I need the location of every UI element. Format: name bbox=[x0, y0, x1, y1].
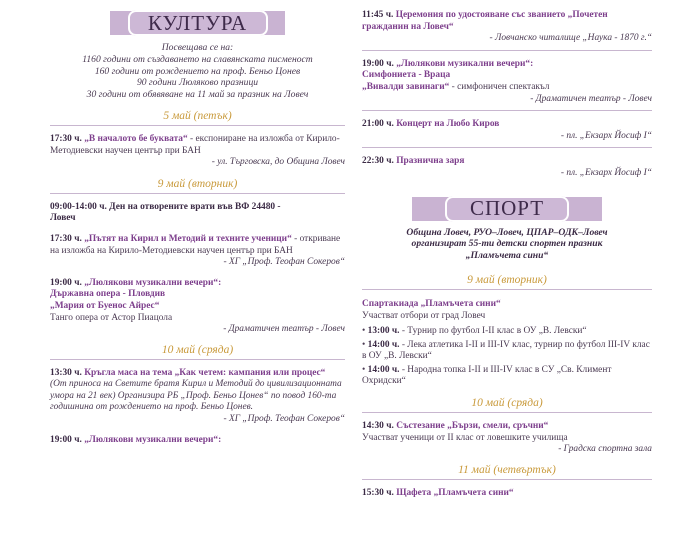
event-item bbox=[362, 156, 652, 179]
event-item bbox=[362, 59, 652, 105]
kultura-intro bbox=[50, 42, 345, 101]
sport-item bbox=[362, 488, 652, 500]
event-title: Спартакиада „Пламъчета сини“ bbox=[362, 298, 501, 309]
event-location: - Драматичен театър - Ловеч bbox=[223, 324, 345, 335]
date-heading: 9 май (вторник) bbox=[467, 273, 547, 286]
event-desc: - симфоничен спектакъл bbox=[449, 81, 550, 92]
event-time: 19:00 ч. bbox=[362, 58, 394, 69]
intro-line: 160 години от рождението на проф. Беньо Цонев bbox=[94, 65, 301, 77]
event-item bbox=[362, 10, 652, 45]
kultura-column bbox=[50, 0, 345, 446]
event-time: 13:00 ч. bbox=[367, 326, 400, 337]
event-item bbox=[50, 202, 345, 225]
kultura-title: КУЛТУРА bbox=[147, 10, 248, 35]
event-time: 19:00 ч. bbox=[50, 277, 82, 288]
event-title: Щафета „Пламъчета сини“ bbox=[396, 487, 514, 498]
event-desc: - експониране на изложба от Кирило-Методиевски научен център при БАН bbox=[50, 133, 340, 156]
intro-line: 90 години Люляково празници bbox=[136, 77, 259, 89]
date-heading: 9 май (вторник) bbox=[157, 177, 238, 190]
event-time: 11:45 ч. bbox=[362, 10, 394, 20]
event-time: 14:00 ч. bbox=[367, 364, 400, 375]
kultura-banner bbox=[50, 6, 345, 34]
event-title: „Пътят на Кирил и Методий и техните ученици“ bbox=[84, 233, 292, 244]
event-desc: - откриване на изложба на Кирило-Методиевски научен център при БАН bbox=[50, 233, 341, 256]
divider bbox=[50, 359, 345, 360]
divider bbox=[362, 289, 652, 290]
event-desc: (От приноса на Светите братя Кирил и Методий до цивилизационната умора на 21 век) Организира РБ „Проф. Беньо Цонев“ по повод 160-та годишнина от рождението на проф. Беньо Цонев. bbox=[50, 379, 342, 413]
event-title: Церемония по удостояване със званието „Почетен гражданин на Ловеч“ bbox=[362, 10, 608, 32]
event-item bbox=[50, 278, 345, 336]
event-time: 21:00 ч. bbox=[362, 119, 394, 130]
divider bbox=[362, 50, 652, 51]
event-time: 14:00 ч. bbox=[367, 339, 400, 350]
event-desc: Участват отбори от град Ловеч bbox=[362, 310, 486, 321]
date-heading: 10 май (сряда) bbox=[161, 343, 234, 356]
event-title: „Люлякови музикални вечери“: bbox=[396, 58, 534, 69]
event-time: 17:30 ч. bbox=[50, 233, 82, 244]
divider bbox=[362, 479, 652, 480]
sport-item: Спартакиада „Пламъчета сини“ Участват отбори от град Ловеч • 13:00 ч. - Турнир по футбол I-II клас в ОУ „В. Левски“ • 14:00 ч. - Лека атлетика I-II и III-IV клас, турнир по футбол III-IV клас в ОУ „В. Левски“ • 14:00 ч. - Народна топка I-II и III-IV клас в СУ „Св. Климент Охридски“ bbox=[362, 299, 652, 388]
event-desc: - Лека атлетика I-II и III-IV клас, турнир по футбол III-IV клас в ОУ „В. Левски“ bbox=[362, 339, 650, 362]
event-title: Държавна опера - Пловдив bbox=[50, 289, 166, 300]
event-title: Симфониета - Враца bbox=[362, 70, 451, 81]
event-title: Празнична заря bbox=[396, 156, 465, 167]
event-location: - пл. „Екзарх Йосиф I“ bbox=[560, 167, 652, 178]
event-title: „Люлякови музикални вечери“: bbox=[84, 434, 222, 445]
event-title: „В началото бе буквата“ bbox=[84, 133, 188, 144]
event-desc: Участват ученици от II клас от ловешките училища bbox=[362, 432, 568, 443]
event-title: Състезание „Бързи, смели, сръчни“ bbox=[396, 421, 549, 432]
event-title: Кръгла маса на тема „Как четем: кампания или процес“ bbox=[84, 367, 326, 378]
divider bbox=[362, 110, 652, 111]
divider bbox=[362, 147, 652, 148]
sport-title: СПОРТ bbox=[469, 196, 545, 221]
event-location: - Ловчанско читалище „Наука - 1870 г.“ bbox=[489, 33, 652, 44]
event-location: - ул. Търговска, до Община Ловеч bbox=[211, 157, 345, 168]
event-time: 22:30 ч. bbox=[362, 156, 394, 167]
right-column bbox=[362, 0, 652, 499]
event-title: „Люлякови музикални вечери“: bbox=[84, 277, 222, 288]
sport-banner bbox=[362, 192, 652, 220]
divider bbox=[362, 412, 652, 413]
event-time: 13:30 ч. bbox=[50, 367, 82, 378]
event-title: „Мария от Буенос Айрес“ bbox=[50, 300, 160, 311]
event-desc: - Турнир по футбол I-II клас в ОУ „В. Левски“ bbox=[399, 326, 587, 337]
event-item bbox=[50, 134, 345, 169]
sport-info bbox=[362, 227, 652, 262]
event-item bbox=[50, 234, 345, 269]
event-item bbox=[362, 119, 652, 142]
sport-info-line: Община Ловеч, РУО–Ловеч, ЦПАР–ОДК–Ловеч bbox=[406, 226, 608, 238]
event-location: - пл. „Екзарх Йосиф I“ bbox=[560, 130, 652, 141]
event-title: Ловеч bbox=[50, 213, 76, 224]
event-item bbox=[50, 368, 345, 426]
divider bbox=[50, 193, 345, 194]
date-heading: 5 май (петък) bbox=[163, 109, 232, 122]
event-time: 14:30 ч. bbox=[362, 421, 394, 432]
intro-line: Посвещава се на: bbox=[161, 42, 234, 53]
event-location: - Драматичен театър - Ловеч bbox=[530, 93, 652, 104]
event-title: Концерт на Любо Киров bbox=[396, 119, 500, 130]
sport-info-line: организират 55-ти детски спортен празник bbox=[411, 238, 603, 250]
event-title: „Вивалди завинаги“ bbox=[362, 81, 450, 92]
event-desc: Танго опера от Астор Пиацола bbox=[50, 312, 173, 323]
event-desc: - Народна топка I-II и III-IV клас в СУ „Св. Климент Охридски“ bbox=[362, 364, 612, 387]
event-location: - Градска спортна зала bbox=[558, 444, 652, 455]
divider bbox=[50, 125, 345, 126]
event-time: 17:30 ч. bbox=[50, 133, 82, 144]
event-item bbox=[50, 435, 345, 447]
date-heading: 10 май (сряда) bbox=[471, 397, 543, 410]
event-title: 09:00-14:00 ч. Ден на отворените врати във ВФ 24480 - bbox=[50, 201, 281, 212]
sport-item bbox=[362, 421, 652, 456]
date-heading: 11 май (четвъртък) bbox=[458, 463, 556, 476]
event-time: 15:30 ч. bbox=[362, 487, 394, 498]
intro-line: 1160 години от създаването на славянската писменост bbox=[82, 53, 313, 65]
event-time: 19:00 ч. bbox=[50, 434, 82, 445]
sport-info-line: „Пламъчета сини“ bbox=[465, 250, 549, 262]
event-location: - ХГ „Проф. Теофан Сокеров“ bbox=[223, 257, 345, 268]
event-location: - ХГ „Проф. Теофан Сокеров“ bbox=[223, 414, 345, 425]
intro-line: 30 години от обявяване на 11 май за празник на Ловеч bbox=[86, 89, 309, 101]
